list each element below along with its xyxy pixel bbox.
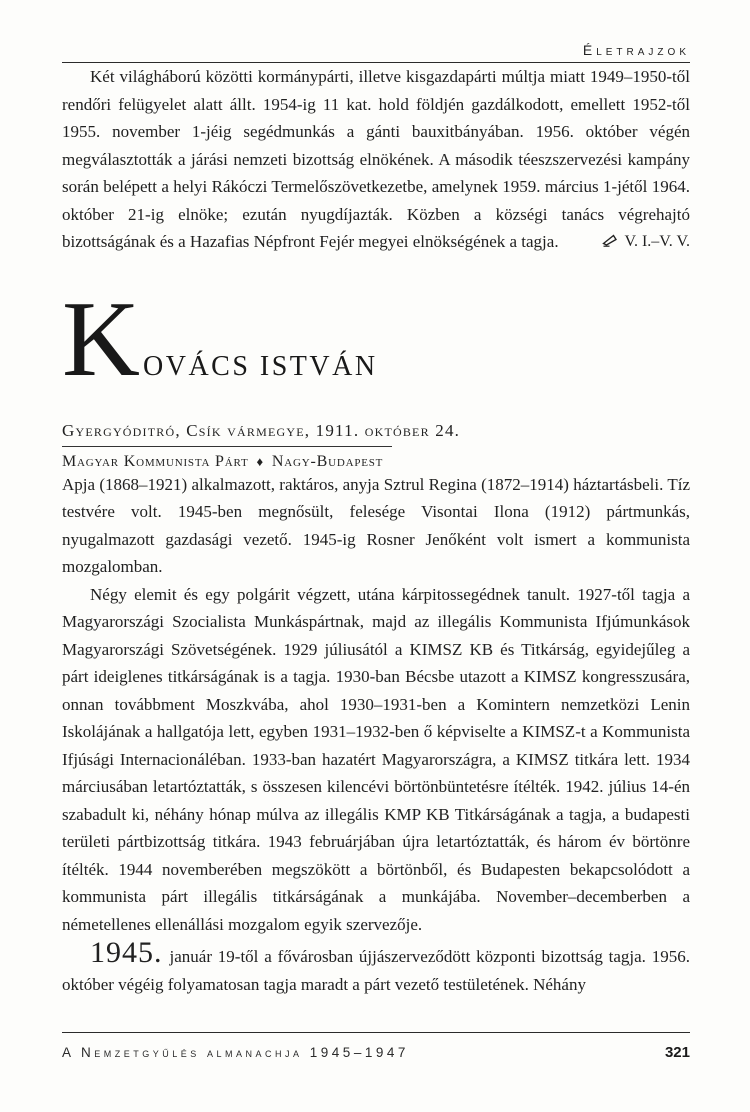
running-title: Életrajzok — [582, 42, 690, 58]
divider-rule — [62, 446, 392, 447]
footer-rule — [62, 1032, 690, 1033]
previous-entry-paragraph — [62, 63, 690, 256]
page-header — [62, 42, 690, 58]
mandate-paragraph — [62, 938, 690, 998]
signature-initials: V. I.–V. V. — [624, 233, 690, 250]
biography-paragraph-career: Négy elemit és egy polgárit végzett, utána kárpitossegédnek tanult. 1927-től tagja a Magyarországi Szocialista Munkáspártnak, majd az illegális Kommunista Ifjúmunkások Magyarországi Szövetségének. 1929 júliusától a KIMSZ KB és Titkárság, egyidejűleg a párt ideiglenes titkárságának is a tagja. 1930-ban Bécsbe utazott a KIMSZ kongresszusára, onnan továbbment Moszkvába, ahol 1930–1931-ben a Komintern nemzetközi Lenin Iskolájának a hallgatója lett, egyben 1931–1932-ben ő képviselte a KIMSZ-t a Kommunista Ifjúsági Internacionáléban. 1933-ban hazatért Magyarországra, a KIMSZ titkára lett. 1934 márciusában letartóztatták, s összesen kilencévi börtönbüntetésre ítélték. 1942. július 14-én szabadult ki, néhány hónap múlva az illegális KMP KB Titkárságának a tagja, a budapesti területi pártbizottság titkára. 1943 februárjában újra letartóztatták, és három év börtönre ítélték. 1944 novemberében megszökött a börtönből, és Budapesten bekapcsolódott a kommunista párt illegális titkárságának a munkájába. November–decemberben a németellenes ellenállási mozgalom egyik szervezője. — [62, 584, 690, 934]
name-initial-dropcap: K — [62, 279, 140, 399]
constituency: Nagy-Budapest — [271, 452, 384, 470]
birth-place-date: Gyergyóditró, Csík vármegye, 1911. október 24. — [62, 420, 461, 440]
biography-paragraph-family: Apja (1868–1921) alkalmazott, raktáros, anyja Sztrul Regina (1872–1914) háztartásbeli. Tíz testvére volt. 1945-ben megnősült, felesége Visontai Ilona (1912) pártmunkás, nyugalmazott gazdasági vezető. 1945-ig Rosner Jenőként volt ismert a kommunista mozgalomban. — [62, 474, 690, 576]
party-line — [62, 453, 690, 471]
mandate-text: január 19-től a fővárosban újjászerveződött központi bizottság tagja. 1956. október végéig folyamatosan tagja maradt a párt vezető testületének. Néhány — [62, 947, 690, 994]
entry-name — [62, 279, 690, 411]
author-signature — [573, 228, 690, 256]
previous-entry-text: Két világháború közötti kormánypárti, illetve kisgazdapárti múltja miatt 1949–1950-től rendőri felügyelet alatt állt. 1954-ig 11 kat. hold földjén gazdálkodott, emellett 1952-től 1955. november 1-jéig segédmunkás a gánti bauxitbányában. 1956. október végén megválasztották a járási nemzeti bizottság elnökének. A második téeszszervezési kampány során belépett a helyi Rákóczi Termelőszövetkezetbe, amelynek 1959. március 1-jétől 1964. október 21-ig elnöke; ezután nyugdíjazták. Közben a községi tanács végrehajtó bizottságának és a Hazafias Népfront Fejér megyei elnökségének a tagja. — [62, 67, 690, 251]
page-footer — [62, 1032, 690, 1061]
mandate-year: 1945. — [90, 936, 163, 969]
book-title: A Nemzetgyűlés almanachja 1945–1947 — [62, 1045, 409, 1060]
party-name: Magyar Kommunista Párt — [62, 452, 249, 470]
name-rest: OVÁCS ISTVÁN — [143, 350, 378, 382]
pen-icon — [601, 233, 618, 248]
diamond-icon: ♦ — [256, 453, 264, 469]
page-number: 321 — [664, 1044, 690, 1061]
